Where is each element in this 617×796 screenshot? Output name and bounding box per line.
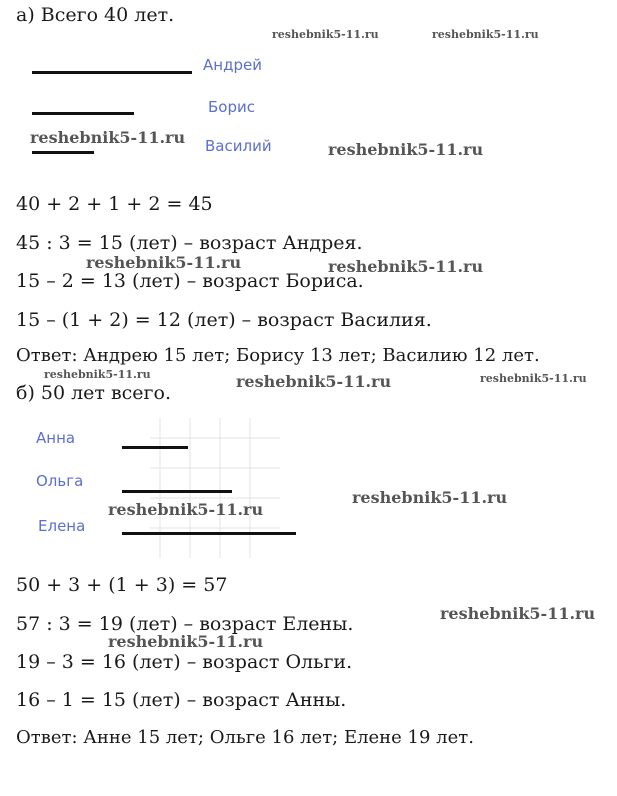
label-andrey: Андрей — [203, 56, 262, 74]
part-a-line-3: 15 – 2 = 13 (лет) – возраст Бориса. — [16, 270, 364, 292]
vasily-segment — [32, 151, 94, 154]
watermark: reshebnik5-11.ru — [440, 604, 596, 623]
andrey-segment — [32, 71, 192, 74]
boris-segment — [32, 112, 134, 115]
part-b-heading: б) 50 лет всего. — [16, 382, 171, 404]
watermark: reshebnik5-11.ru — [328, 257, 484, 276]
watermark: reshebnik5-11.ru — [328, 140, 484, 159]
label-boris: Борис — [208, 98, 255, 116]
background-grid — [150, 418, 280, 558]
watermark: reshebnik5-11.ru — [480, 372, 587, 385]
part-b-line-2: 57 : 3 = 19 (лет) – возраст Елены. — [16, 613, 354, 635]
part-b-line-3: 19 – 3 = 16 (лет) – возраст Ольги. — [16, 651, 353, 673]
watermark: reshebnik5-11.ru — [44, 368, 151, 381]
olga-segment — [122, 490, 232, 493]
watermark: reshebnik5-11.ru — [272, 28, 379, 41]
watermark: reshebnik5-11.ru — [108, 632, 264, 651]
label-vasily: Василий — [205, 137, 272, 155]
part-a-line-4: 15 – (1 + 2) = 12 (лет) – возраст Василия. — [16, 309, 432, 331]
elena-segment — [122, 532, 296, 535]
part-a-answer: Ответ: Андрею 15 лет; Борису 13 лет; Василию 12 лет. — [16, 345, 540, 366]
label-olga: Ольга — [36, 472, 84, 490]
watermark: reshebnik5-11.ru — [236, 372, 392, 391]
part-a-line-1: 40 + 2 + 1 + 2 = 45 — [16, 193, 213, 215]
label-elena: Елена — [38, 517, 86, 535]
watermark: reshebnik5-11.ru — [352, 488, 508, 507]
part-a-heading: а) Всего 40 лет. — [16, 4, 175, 26]
part-b-answer: Ответ: Анне 15 лет; Ольге 16 лет; Елене 19 лет. — [16, 727, 474, 748]
label-anna: Анна — [36, 429, 76, 447]
part-a-line-2: 45 : 3 = 15 (лет) – возраст Андрея. — [16, 232, 363, 254]
watermark: reshebnik5-11.ru — [86, 253, 242, 272]
watermark: reshebnik5-11.ru — [30, 128, 186, 147]
watermark: reshebnik5-11.ru — [432, 28, 539, 41]
anna-segment — [122, 446, 188, 449]
part-b-line-4: 16 – 1 = 15 (лет) – возраст Анны. — [16, 689, 347, 711]
part-b-line-1: 50 + 3 + (1 + 3) = 57 — [16, 574, 228, 596]
watermark: reshebnik5-11.ru — [108, 500, 264, 519]
